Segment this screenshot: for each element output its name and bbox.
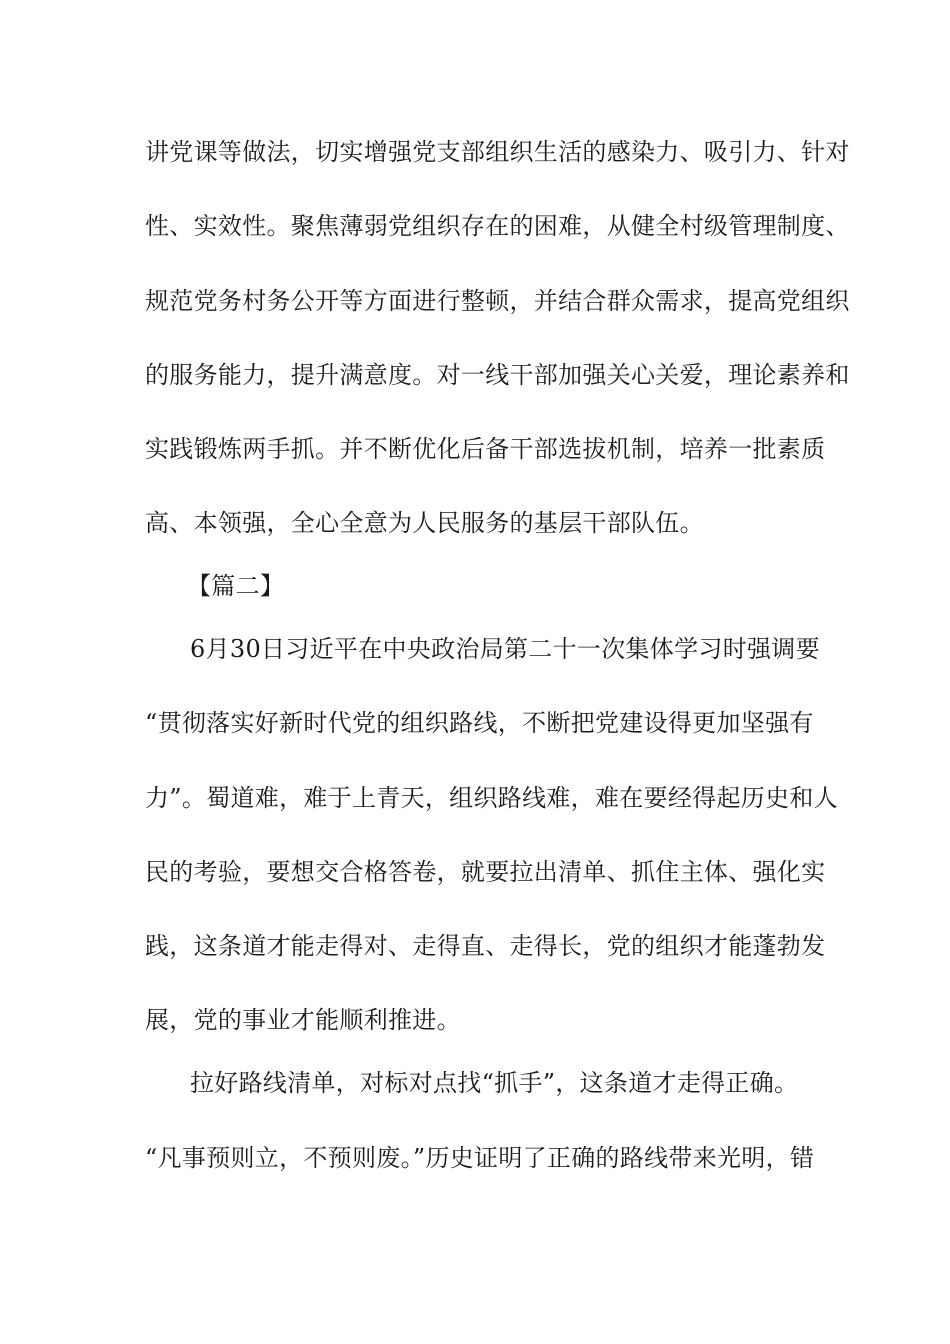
paragraph-1-line-5: 实践锻炼两手抓。并不断优化后备干部选拔机制，培养一批素质	[145, 435, 826, 463]
paragraph-1-line-6: 高、本领强，全心全意为人民服务的基层干部队伍。	[145, 509, 704, 537]
paragraph-1-line-3: 规范党务村务公开等方面进行整顿，并结合群众需求，提高党组织	[145, 287, 850, 315]
section-heading: 【篇二】	[187, 572, 285, 600]
paragraph-1-line-4: 的服务能力，提升满意度。对一线干部加强关心关爱，理论素养和	[145, 361, 850, 389]
paragraph-3-line-2: “凡事预则立，不预则废。”历史证明了正确的路线带来光明，错	[145, 1144, 815, 1172]
paragraph-1-line-1: 讲党课等做法，切实增强党支部组织生活的感染力、吸引力、针对	[145, 138, 850, 166]
paragraph-2-line-5: 践，这条道才能走得对、走得直、走得长，党的组织才能蓬勃发	[145, 932, 826, 960]
paragraph-2-line-2: “贯彻落实好新时代党的组织路线，不断把党建设得更加坚强有	[145, 709, 814, 737]
paragraph-2-line-3: 力”。蜀道难，难于上青天，组织路线难，难在要经得起历史和人	[145, 784, 838, 812]
paragraph-2-line-6: 展，党的事业才能顺利推进。	[145, 1006, 461, 1034]
paragraph-3-line-1: 拉好路线清单，对标对点找“抓手”，这条道才走得正确。	[190, 1069, 799, 1097]
paragraph-2-line-4: 民的考验，要想交合格答卷，就要拉出清单、抓住主体、强化实	[145, 858, 826, 886]
paragraph-2-line-1: 6月30日习近平在中央政治局第二十一次集体学习时强调要	[190, 635, 820, 663]
paragraph-1-line-2: 性、实效性。聚焦薄弱党组织存在的困难，从健全村级管理制度、	[145, 212, 850, 240]
